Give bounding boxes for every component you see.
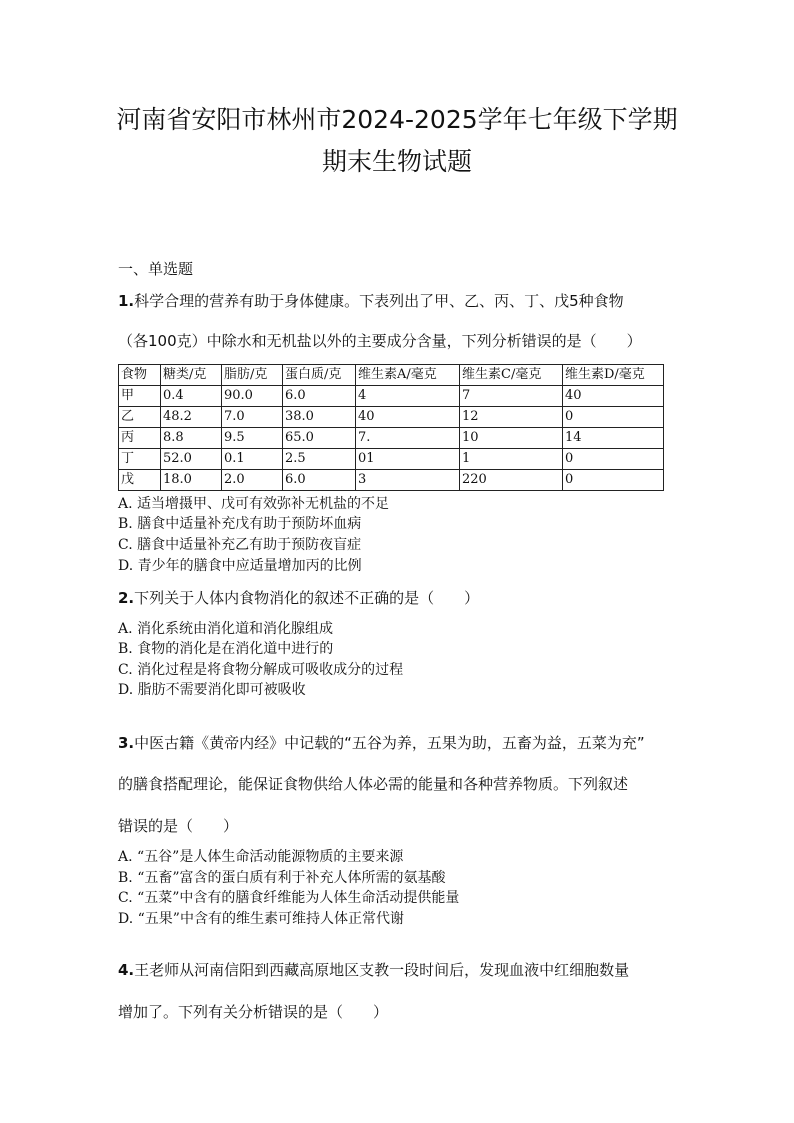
table-cell: 4 (356, 386, 460, 407)
exam-title-line-2: 期末生物试题 (321, 147, 472, 176)
question-3-line-3: 错误的是（ ） (118, 817, 239, 835)
question-3-stem: 中医古籍《黄帝内经》中记载的“五谷为养，五果为助，五畜为益，五菜为充” (134, 734, 645, 752)
table-cell: 18.0 (161, 470, 222, 491)
question-4-line-2: 增加了。下列有关分析错误的是（ ） (118, 1003, 389, 1021)
question-1-option-c: C. 膳食中适量补充乙有助于预防夜盲症 (118, 537, 362, 553)
table-cell: 40 (563, 386, 664, 407)
table-food-cell: 乙 (119, 407, 161, 428)
table-cell: 0 (563, 407, 664, 428)
table-food-cell: 丙 (119, 428, 161, 449)
table-cell: 8.8 (161, 428, 222, 449)
question-3-line-1 (118, 733, 645, 753)
table-header-cell: 蛋白质/克 (283, 365, 356, 386)
table-cell: 90.0 (222, 386, 283, 407)
question-4-number: 4. (118, 961, 135, 979)
question-2-option-b: B. 食物的消化是在消化道中进行的 (118, 641, 334, 657)
table-cell: 0 (563, 470, 664, 491)
question-3-number: 3. (118, 734, 135, 752)
question-3-line-2: 的膳食搭配理论，能保证食物供给人体必需的能量和各种营养物质。下列叙述 (118, 775, 629, 793)
question-2-option-c: C. 消化过程是将食物分解成可吸收成分的过程 (118, 662, 404, 678)
question-1-option-d: D. 青少年的膳食中应适量增加丙的比例 (118, 558, 362, 574)
question-2-option-d: D. 脂肪不需要消化即可被吸收 (118, 682, 306, 698)
table-cell: 52.0 (161, 449, 222, 470)
table-cell: 220 (460, 470, 563, 491)
table-cell: 12 (460, 407, 563, 428)
question-3-option-c: C. “五菜”中含有的膳食纤维能为人体生命活动提供能量 (118, 890, 460, 906)
question-3-option-d: D. “五果”中含有的维生素可维持人体正常代谢 (118, 911, 404, 927)
table-cell: 2.0 (222, 470, 283, 491)
table-header-cell: 脂肪/克 (222, 365, 283, 386)
nutrition-table-body (119, 365, 664, 491)
question-2-number: 2. (118, 589, 135, 607)
table-cell: 01 (356, 449, 460, 470)
table-cell: 3 (356, 470, 460, 491)
table-cell: 10 (460, 428, 563, 449)
table-cell: 65.0 (283, 428, 356, 449)
table-food-cell: 丁 (119, 449, 161, 470)
question-3-option-b: B. “五畜”富含的蛋白质有利于补充人体所需的氨基酸 (118, 870, 446, 886)
table-header-cell: 糖类/克 (161, 365, 222, 386)
question-3-option-a: A. “五谷”是人体生命活动能源物质的主要来源 (118, 849, 404, 865)
question-2-option-a: A. 消化系统由消化道和消化腺组成 (118, 621, 334, 637)
question-4-line-1 (118, 960, 629, 980)
table-cell: 7.0 (222, 407, 283, 428)
table-cell: 0.4 (161, 386, 222, 407)
table-header-cell: 维生素C/毫克 (460, 365, 563, 386)
question-2-line-1 (118, 588, 479, 608)
table-cell: 6.0 (283, 470, 356, 491)
table-cell: 1 (460, 449, 563, 470)
table-cell: 9.5 (222, 428, 283, 449)
table-cell: 38.0 (283, 407, 356, 428)
question-2-stem: 下列关于人体内食物消化的叙述不正确的是（ ） (134, 589, 480, 607)
question-1-stem: 科学合理的营养有助于身体健康。下表列出了甲、乙、丙、丁、戊5种食物 (134, 292, 624, 310)
table-header-cell: 食物 (119, 365, 161, 386)
table-cell: 7. (356, 428, 460, 449)
table-cell: 7 (460, 386, 563, 407)
question-1-option-b: B. 膳食中适量补充戊有助于预防坏血病 (118, 516, 362, 532)
nutrition-table (118, 364, 664, 491)
table-header-cell: 维生素A/毫克 (356, 365, 460, 386)
table-row (119, 386, 664, 407)
table-row (119, 407, 664, 428)
table-cell: 0.1 (222, 449, 283, 470)
question-1-line-2: （各100克）中除水和无机盐以外的主要成分含量，下列分析错误的是（ ） (118, 332, 642, 350)
table-food-cell: 戊 (119, 470, 161, 491)
table-header-cell: 维生素D/毫克 (563, 365, 664, 386)
question-4-stem: 王老师从河南信阳到西藏高原地区支教一段时间后，发现血液中红细胞数量 (134, 961, 630, 979)
question-1-number: 1. (118, 292, 135, 310)
table-row (119, 470, 664, 491)
table-row (119, 449, 664, 470)
question-1-line-1 (118, 291, 624, 311)
table-cell: 2.5 (283, 449, 356, 470)
table-cell: 14 (563, 428, 664, 449)
exam-title-line-1: 河南省安阳市林州市2024-2025学年七年级下学期 (116, 105, 678, 134)
table-cell: 0 (563, 449, 664, 470)
table-cell: 6.0 (283, 386, 356, 407)
question-1-option-a: A. 适当增摄甲、戊可有效弥补无机盐的不足 (118, 496, 390, 512)
table-food-cell: 甲 (119, 386, 161, 407)
table-cell: 48.2 (161, 407, 222, 428)
table-cell: 40 (356, 407, 460, 428)
table-row (119, 428, 664, 449)
table-header-row (119, 365, 664, 386)
section-heading: 一、单选题 (118, 260, 194, 278)
